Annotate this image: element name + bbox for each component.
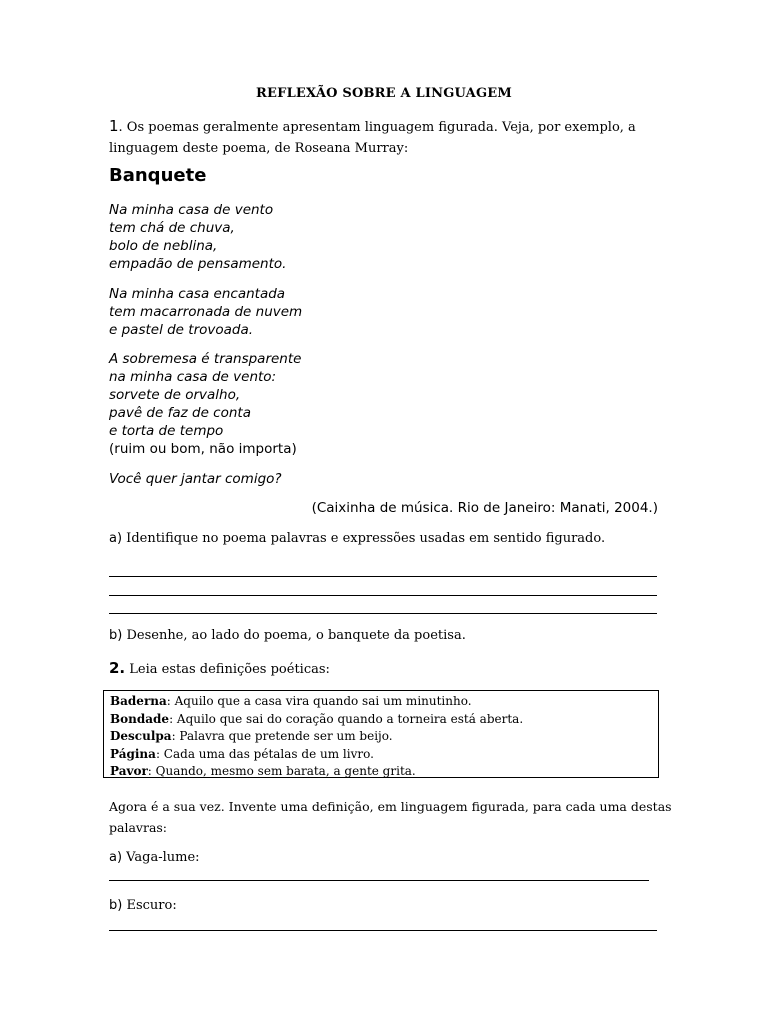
definition-text: : Palavra que pretende ser um beijo.	[171, 729, 393, 743]
question-1-intro-line-2: linguagem deste poema, de Roseana Murray:	[109, 141, 409, 156]
worksheet-title: REFLEXÃO SOBRE A LINGUAGEM	[256, 86, 512, 101]
answer-line-vaga-lume[interactable]	[109, 880, 649, 881]
poem-note: (ruim ou bom, não importa)	[109, 441, 297, 457]
question-2-prompt	[109, 796, 672, 838]
poem-stanza-1	[109, 201, 286, 273]
question-2b-label: b)	[109, 898, 123, 913]
poem-line: tem macarronada de nuvem	[109, 304, 303, 320]
poem-line: e torta de tempo	[109, 423, 224, 439]
poem-line: bolo de neblina,	[109, 238, 218, 254]
poem-line: pavê de faz de conta	[109, 405, 251, 421]
question-1-number: 1	[109, 117, 119, 135]
definition-item	[110, 728, 652, 746]
question-2-prompt-line-1: Agora é a sua vez. Invente uma definição, em linguagem figurada, para cada uma destas	[109, 799, 672, 814]
definition-term: Página	[110, 746, 156, 761]
definition-term: Pavor	[110, 764, 148, 778]
question-2	[109, 659, 330, 677]
question-1a-text: Identifique no poema palavras e expressões usadas em sentido figurado.	[122, 531, 606, 546]
definition-item	[110, 746, 652, 764]
definition-item	[110, 763, 652, 781]
definition-text: : Aquilo que sai do coração quando a torneira está aberta.	[169, 711, 524, 726]
question-1-intro	[109, 116, 661, 159]
poem-line: e pastel de trovoada.	[109, 322, 254, 338]
question-1a-label: a)	[109, 531, 123, 546]
definitions-box	[103, 690, 659, 778]
poem-source: (Caixinha de música. Rio de Janeiro: Manati, 2004.)	[311, 500, 658, 516]
definition-item	[110, 711, 652, 729]
poem-line: tem chá de chuva,	[109, 220, 235, 236]
answer-line[interactable]	[109, 595, 657, 596]
answer-line[interactable]	[109, 613, 657, 614]
question-2b	[109, 898, 177, 913]
poem-line: Na minha casa de vento	[109, 202, 274, 218]
question-2-prompt-line-2: palavras:	[109, 820, 168, 835]
question-2a	[109, 850, 200, 865]
poem-stanza-2	[109, 285, 302, 339]
poem-line: empadão de pensamento.	[109, 256, 287, 272]
question-1a	[109, 531, 605, 546]
poem-title: Banquete	[109, 165, 207, 186]
poem-stanza-3	[109, 350, 301, 458]
question-1b-label: b)	[109, 628, 123, 643]
answer-line[interactable]	[109, 576, 657, 577]
question-2b-text: Escuro:	[122, 898, 177, 913]
definition-text: : Quando, mesmo sem barata, a gente grita.	[147, 764, 416, 778]
poem-closing-line: Você quer jantar comigo?	[109, 471, 282, 487]
definition-term: Baderna	[110, 694, 167, 708]
question-2a-text: Vaga-lume:	[122, 850, 200, 865]
poem-line: na minha casa de vento:	[109, 369, 277, 385]
poem-closing	[109, 470, 282, 488]
definition-item	[110, 693, 652, 711]
question-2-number: 2.	[109, 659, 126, 677]
poem-line: sorvete de orvalho,	[109, 387, 241, 403]
definition-text: : Aquilo que a casa vira quando sai um minutinho.	[166, 694, 472, 708]
question-2a-label: a)	[109, 850, 123, 865]
answer-line-escuro[interactable]	[109, 930, 657, 931]
question-2-text: Leia estas definições poéticas:	[125, 662, 330, 677]
definition-text: : Cada uma das pétalas de um livro.	[155, 746, 374, 761]
definition-term: Bondade	[110, 711, 170, 726]
question-1b-text: Desenhe, ao lado do poema, o banquete da poetisa.	[122, 628, 466, 643]
poem-line: Na minha casa encantada	[109, 286, 286, 302]
definition-term: Desculpa	[110, 729, 172, 743]
question-1b	[109, 628, 466, 643]
poem-line: A sobremesa é transparente	[109, 351, 302, 367]
question-1-intro-line-1: . Os poemas geralmente apresentam linguagem figurada. Veja, por exemplo, a	[118, 120, 636, 135]
